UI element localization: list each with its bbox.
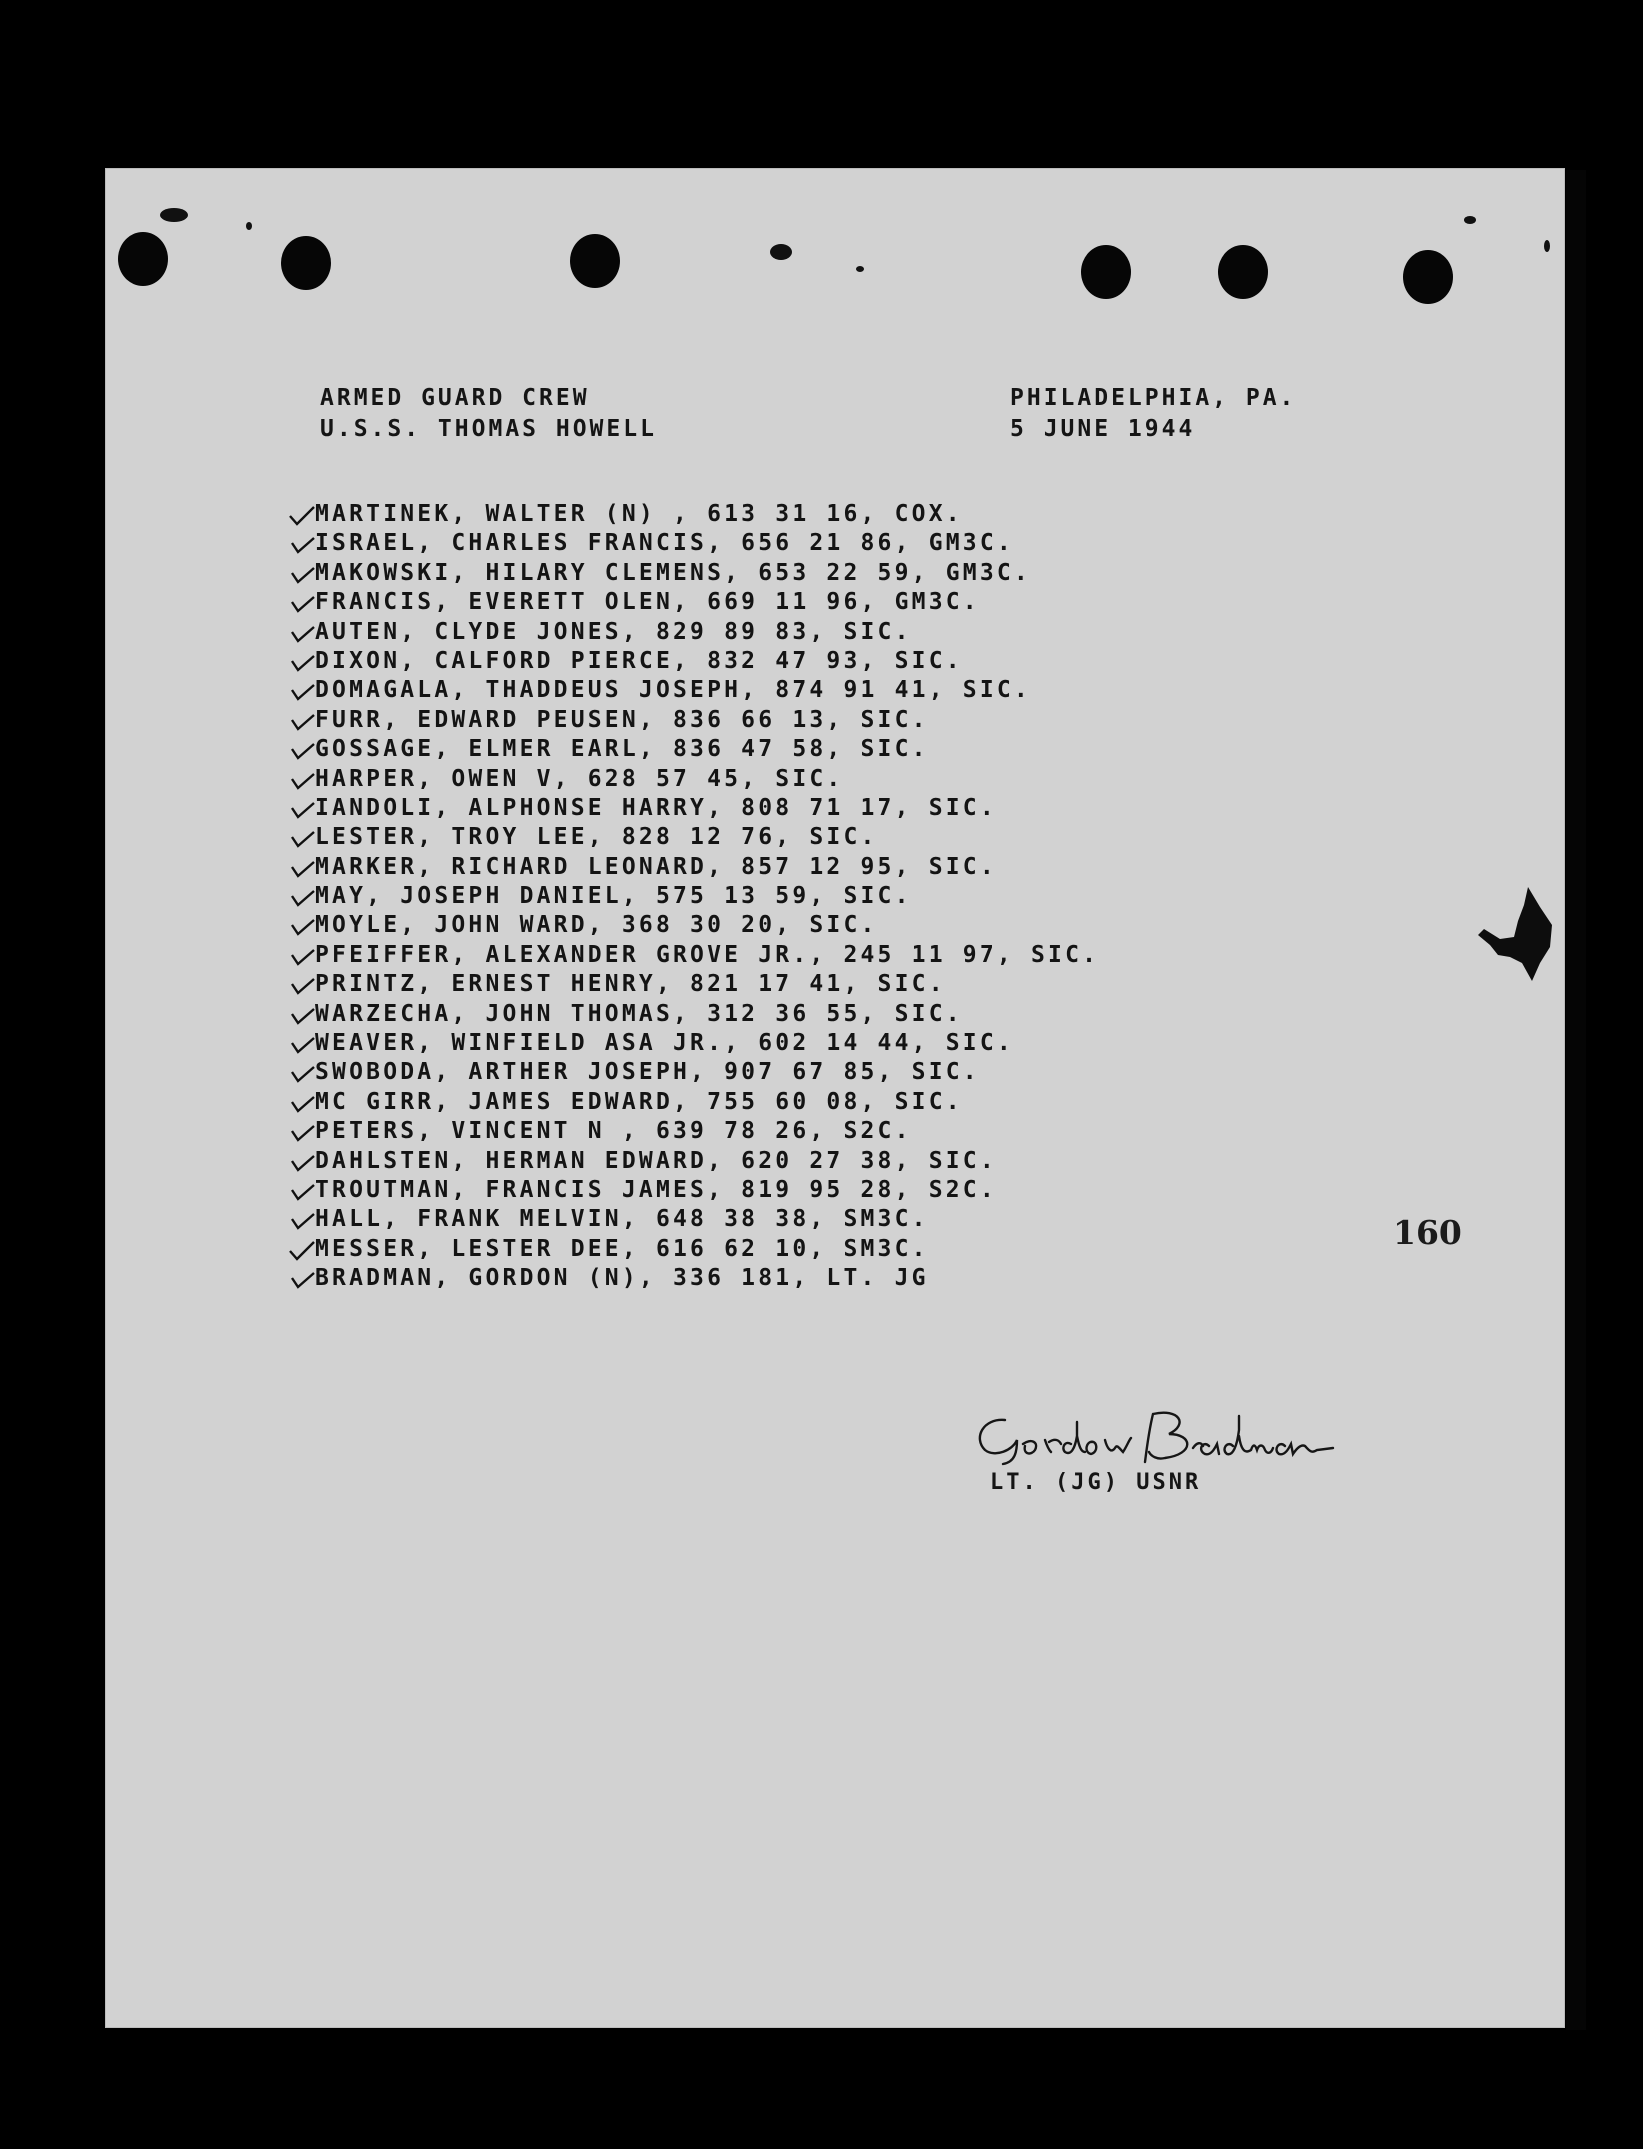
roster-entry [315,911,1099,940]
roster-entry [315,559,1099,588]
roster-entry-text: WARZECHA, JOHN THOMAS, 312 36 55, SIC. [315,1000,963,1027]
page-number: 160 [1393,1213,1462,1252]
signature-title: LT. (JG) USNR [990,1470,1202,1495]
roster-entry-text: MARTINEK, WALTER (N) , 613 31 16, COX. [315,501,963,527]
roster-entry-text: FRANCIS, EVERETT OLEN, 669 11 96, GM3C. [315,589,980,616]
roster-entry [315,823,1099,852]
check-mark-icon [289,712,315,732]
roster-entry-text: PETERS, VINCENT N , 639 78 26, S2C. [315,1118,912,1145]
binder-hole [281,236,331,290]
roster-entry-text: BRADMAN, GORDON (N), 336 181, LT. JG [315,1265,929,1292]
check-mark-icon [289,888,315,908]
roster-entry [315,853,1099,882]
roster-entry [315,1058,1099,1087]
ink-stain [1470,885,1560,985]
roster-entry-text: IANDOLI, ALPHONSE HARRY, 808 71 17, SIC. [315,794,997,821]
binder-hole [1218,245,1268,299]
roster-entry [315,1029,1099,1058]
roster-entry [315,882,1099,911]
roster-entry [315,794,1099,823]
check-mark-icon [289,741,315,761]
roster-entry [315,676,1099,705]
roster-entry-text: TROUTMAN, FRANCIS JAMES, 819 95 28, S2C. [315,1176,997,1203]
roster-entry [315,1088,1099,1117]
check-mark-icon [289,947,315,967]
check-mark-icon [289,771,315,791]
roster-entry-text: HARPER, OWEN V, 628 57 45, SIC. [315,765,844,792]
roster-entry [315,706,1099,735]
check-mark-icon [289,829,315,849]
check-mark-icon [289,800,315,820]
check-mark-icon [289,624,315,644]
roster-entry [315,970,1099,999]
check-mark-icon [289,535,315,555]
roster-entry-text: MOYLE, JOHN WARD, 368 30 20, SIC. [315,912,878,939]
roster-entry-text: MESSER, LESTER DEE, 616 62 10, SM3C. [315,1235,929,1262]
crew-roster [315,500,1099,1294]
check-mark-icon [289,506,315,526]
ink-speck [1464,216,1476,224]
ink-speck [246,222,252,230]
check-mark-icon [289,565,315,585]
roster-entry [315,529,1099,558]
check-mark-icon [289,682,315,702]
check-mark-icon [289,1211,315,1231]
check-mark-icon [289,976,315,996]
roster-entry [315,618,1099,647]
ink-speck [1544,240,1550,252]
check-mark-icon [289,1182,315,1202]
roster-entry [315,941,1099,970]
roster-entry-text: HALL, FRANK MELVIN, 648 38 38, SM3C. [315,1206,929,1233]
binder-hole [1403,250,1453,304]
roster-entry-text: GOSSAGE, ELMER EARL, 836 47 58, SIC. [315,736,929,763]
roster-entry-text: PRINTZ, ERNEST HENRY, 821 17 41, SIC. [315,971,946,998]
roster-entry [315,1000,1099,1029]
roster-entry [315,1176,1099,1205]
roster-entry-text: MAY, JOSEPH DANIEL, 575 13 59, SIC. [315,883,912,910]
handwritten-signature [965,1400,1345,1475]
roster-entry-text: DAHLSTEN, HERMAN EDWARD, 620 27 38, SIC. [315,1147,997,1174]
roster-entry-text: MAKOWSKI, HILARY CLEMENS, 653 22 59, GM3C. [315,559,1031,586]
binder-hole [118,232,168,286]
check-mark-icon [289,859,315,879]
check-mark-icon [289,1241,315,1261]
roster-entry-text: MC GIRR, JAMES EDWARD, 755 60 08, SIC. [315,1088,963,1115]
roster-entry [315,1235,1099,1264]
binder-hole [570,234,620,288]
roster-entry-text: LESTER, TROY LEE, 828 12 76, SIC. [315,824,878,851]
header-right [1010,383,1296,445]
check-mark-icon [289,1035,315,1055]
roster-entry [315,1205,1099,1234]
check-mark-icon [289,653,315,673]
check-mark-icon [289,594,315,614]
roster-entry [315,647,1099,676]
roster-entry-text: ISRAEL, CHARLES FRANCIS, 656 21 86, GM3C. [315,530,1014,557]
ship-name: U.S.S. THOMAS HOWELL [320,416,657,442]
roster-entry-text: SWOBODA, ARTHER JOSEPH, 907 67 85, SIC. [315,1059,980,1086]
check-mark-icon [289,1064,315,1084]
roster-entry [315,588,1099,617]
date: 5 JUNE 1944 [1010,416,1196,442]
roster-entry-text: FURR, EDWARD PEUSEN, 836 66 13, SIC. [315,706,929,733]
location: PHILADELPHIA, PA. [1010,385,1297,411]
roster-entry-text: DIXON, CALFORD PIERCE, 832 47 93, SIC. [315,647,963,674]
roster-entry [315,500,1099,529]
roster-entry [315,765,1099,794]
crew-title: ARMED GUARD CREW [320,385,590,411]
roster-entry-text: AUTEN, CLYDE JONES, 829 89 83, SIC. [315,618,912,645]
roster-entry [315,735,1099,764]
check-mark-icon [289,1094,315,1114]
roster-entry-text: MARKER, RICHARD LEONARD, 857 12 95, SIC. [315,853,997,880]
header-left [320,383,657,445]
roster-entry-text: PFEIFFER, ALEXANDER GROVE JR., 245 11 97, SIC. [315,941,1100,968]
roster-entry [315,1147,1099,1176]
check-mark-icon [289,1153,315,1173]
roster-entry [315,1117,1099,1146]
ink-speck [770,244,792,260]
check-mark-icon [289,917,315,937]
check-mark-icon [289,1123,315,1143]
roster-entry-text: DOMAGALA, THADDEUS JOSEPH, 874 91 41, SIC. [315,677,1031,704]
roster-entry [315,1264,1099,1293]
scan-edge-shadow [1566,170,1586,2030]
ink-speck [856,266,864,272]
roster-entry-text: WEAVER, WINFIELD ASA JR., 602 14 44, SIC. [315,1030,1014,1057]
ink-speck [160,208,188,222]
check-mark-icon [289,1270,315,1290]
check-mark-icon [289,1006,315,1026]
binder-hole [1081,245,1131,299]
